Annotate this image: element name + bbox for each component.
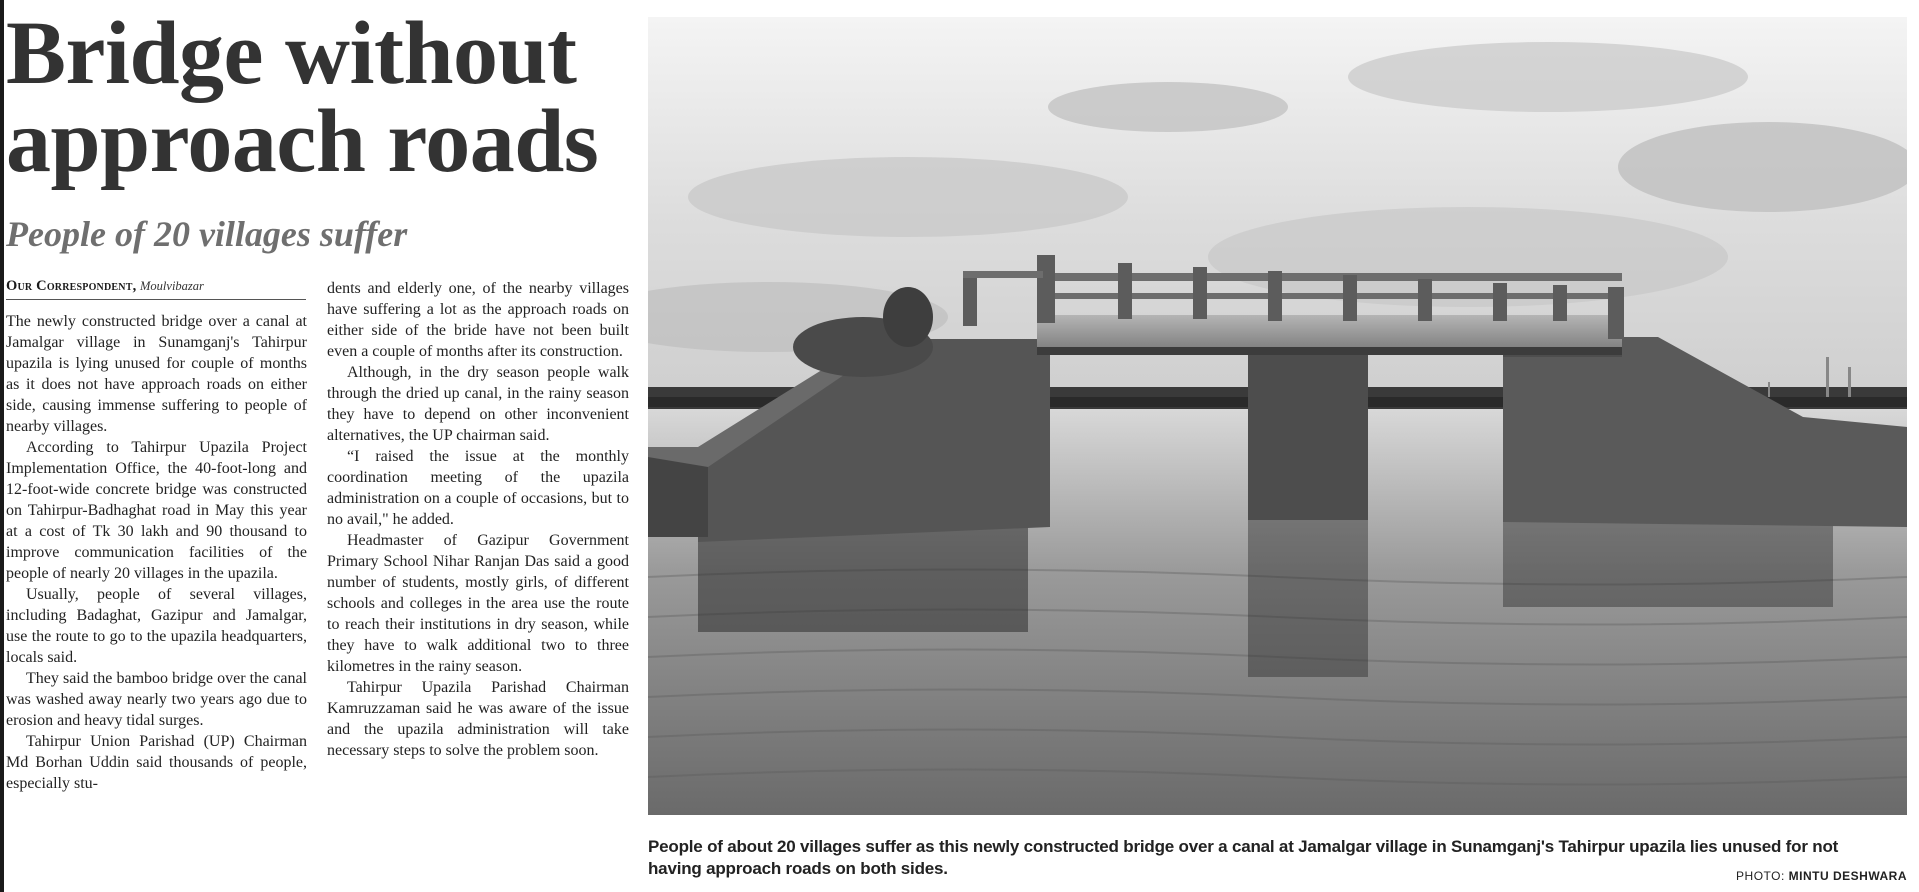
photo-credit — [1736, 869, 1907, 883]
paragraph: Headmaster of Gazipur Government Primary School Nihar Ranjan Das said a good number of students, mostly girls, of different schools and colleges in the area use the route to reach their institutions in dry season, while they have to walk additional two to three kilometres in the rainy season. — [327, 532, 629, 675]
news-photo — [648, 17, 1907, 815]
paragraph: Tahirpur Upazila Parishad Chairman Kamruzzaman said he was aware of the issue and the upazila administration will take necessary steps to solve the problem soon. — [327, 679, 629, 759]
photo-credit-name: MINTU DESHWARA — [1788, 869, 1907, 883]
headline — [6, 4, 646, 191]
byline-place: Moulvibazar — [140, 279, 204, 293]
paragraph: They said the bamboo bridge over the canal was washed away nearly two years ago due to erosion and heavy tidal surges. — [6, 670, 307, 729]
paragraph: Usually, people of several villages, including Badaghat, Gazipur and Jamalgar, use the route to go to the upazila headquarters, locals said. — [6, 586, 307, 666]
article-column-1 — [6, 311, 307, 794]
byline-author: Our Correspondent, — [6, 278, 137, 294]
paragraph: Although, in the dry season people walk through the dried up canal, in the rainy season they have to depend on other inconvenient alternatives, the UP chairman said. — [327, 364, 629, 444]
bridge-photo-illustration — [648, 17, 1907, 815]
article-column-2 — [327, 278, 629, 761]
paragraph: The newly constructed bridge over a canal at Jamalgar village in Sunamganj's Tahirpur upazila is lying unused for couple of months as it does not have approach roads on either side, causing immense suffering to people of nearby villages. — [6, 313, 307, 435]
headline-line-1: Bridge without — [6, 4, 577, 103]
photo-credit-label: PHOTO: — [1736, 869, 1785, 883]
paragraph: Tahirpur Union Parishad (UP) Chairman Md Borhan Uddin said thousands of people, especially stu- — [6, 733, 307, 792]
paragraph: According to Tahirpur Upazila Project Implementation Office, the 40-foot-long and 12-foot-wide concrete bridge was constructed on Tahirpur-Badhaghat road in May this year at a cost of Tk 30 lakh and 90 thousand to improve communication facilities of the people of nearly 20 villages in the upazila. — [6, 439, 307, 582]
subheadline: People of 20 villages suffer — [6, 214, 408, 254]
paragraph: “I raised the issue at the monthly coordination meeting of the upazila administration on a couple of occasions, but to no avail," he added. — [327, 448, 629, 528]
byline — [6, 278, 306, 300]
photo-caption: People of about 20 villages suffer as this newly constructed bridge over a canal at Jamalgar village in Sunamganj's Tahirpur upazila lies unused for not having approach roads on both sides. — [648, 837, 1839, 878]
paragraph: dents and elderly one, of the nearby villages have suffering a lot as the approach roads on either side of the bride have not been built even a couple of months after its construction. — [327, 280, 629, 360]
page-edge-rule — [0, 0, 4, 892]
headline-line-2: approach roads — [6, 92, 599, 191]
